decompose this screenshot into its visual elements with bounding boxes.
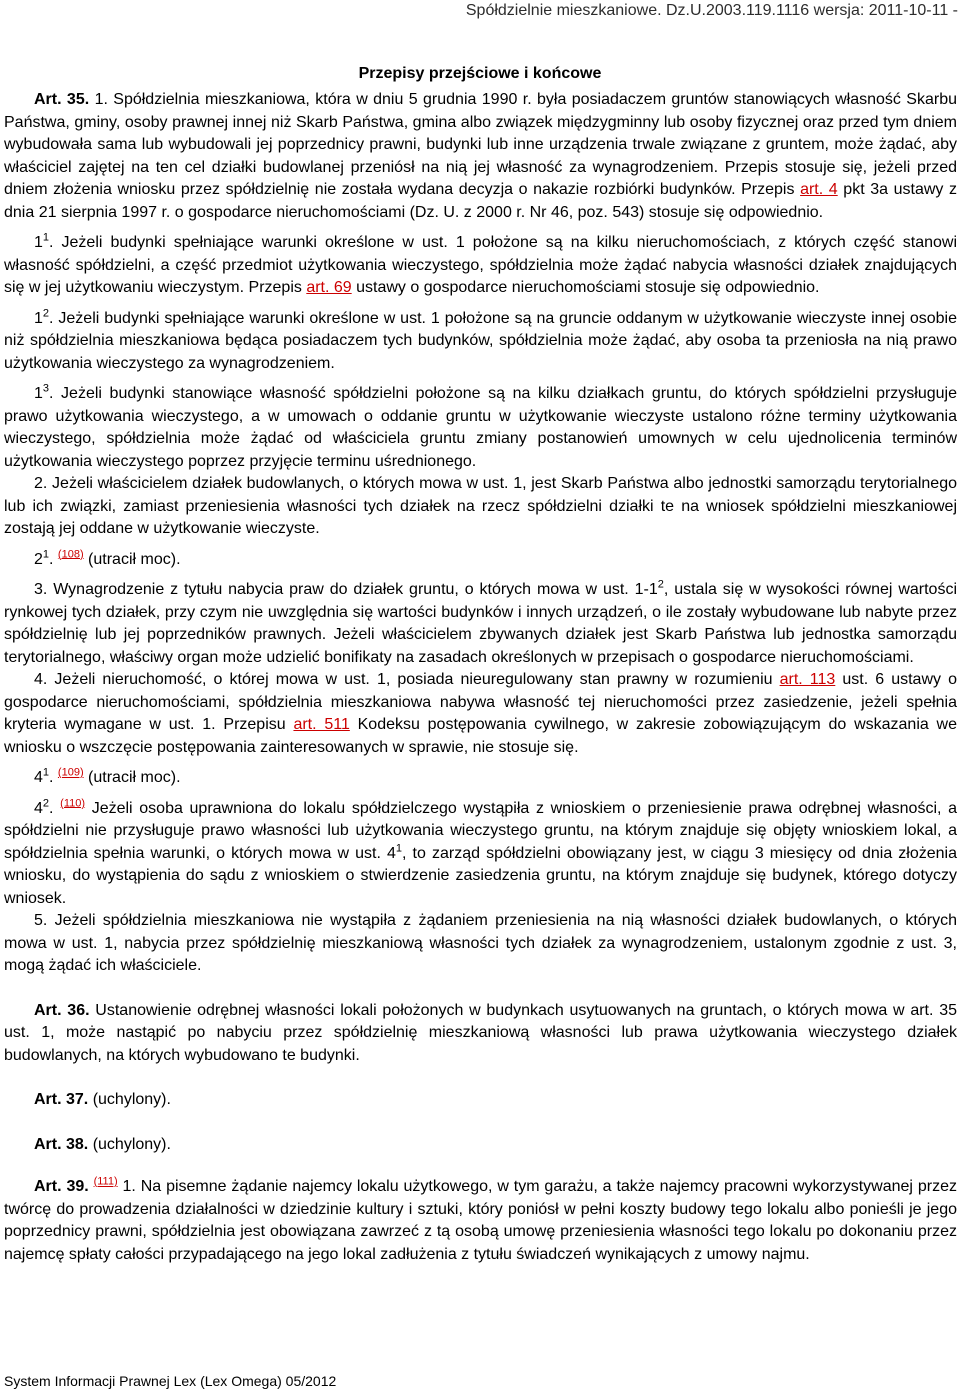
art35-paragraph-1-3: $1^3$. Jeżeli budynki stanowiące własność spółdzielni położone są na kilku działkach gruntu, do których spółdzielni przysługuje prawo użytkowania wieczystego, a w umowach o oddanie gruntu w użytkowanie wieczyste ustalono różne terminy użytkowania wieczystego, spółdzielnia może żądać od właściciela gruntu zmiany postanowień umownych w celu ujednolicenia terminów użytkowania wieczystego poprzez przyjęcie terminu uśrednionego. bbox=[4, 382, 957, 470]
art35-paragraph-2: 2. Jeżeli właścicielem działek budowlanych, o których mowa w ust. 1, jest Skarb Państwa albo jednostki samorządu terytorialnego lub ich związki, zamiast przeniesienia własności tych działek na rzecz spółdzielni działki te na wniosek spółdzielni mieszkaniowej zostają jej oddane w użytkowanie wieczyste. bbox=[4, 475, 957, 537]
article-label: Art. 35. bbox=[34, 91, 90, 108]
link-art-113[interactable]: art. 113 bbox=[779, 671, 836, 688]
art35-paragraph-4-2: $4^2$. $^{(110)}$ Jeżeli osoba uprawniona do lokalu spółdzielczego wystąpiła z wnioskiem o przeniesienie prawa odrębnej własności, a spółdzielni nie przysługuje prawo własności lub użytkowania wieczystego gruntu, na którym znajduje się objęty wnioskiem lokal, a spółdzielnia spełnia warunki, o których mowa w ust. $4^1$, to zarząd spółdzielni obowiązany jest, w ciągu 3 miesięcy od dnia złożenia wniosku, do wystąpienia do sądu z wnioskiem o stwierdzenie zasiedzenia gruntu, na którym znajduje się budynek, którego dotyczy wniosek. bbox=[4, 797, 958, 907]
footnote-link-109[interactable]: (109) bbox=[57, 766, 84, 779]
footnote-link-110[interactable]: (110) bbox=[60, 797, 86, 810]
art39-paragraph: Art. 39. $^{(111)}$ 1. Na pisemne żądanie najemcy lokalu użytkowego, w tym garażu, a także najemcy pracowni wykorzystywanej przez twórcę do prowadzenia działalności w dziedzinie kultury i sztuki, który poniósł w pełni koszty budowy tego lokalu albo ponieśli je jego poprzednicy prawni, spółdzielnia jest obowiązana zawrzeć z tą osobą umowę przeniesienia własności tego lokalu po dokonaniu przez najemcę spłaty całości przypadającego na jego lokal zadłużenia z tytułu świadczeń wynikających z umowy najmu. bbox=[4, 1175, 957, 1263]
art35-paragraph-1-2: $1^2$. Jeżeli budynki spełniające warunki określone w ust. 1 położone są na gruncie oddanym w użytkowanie wieczyste innej osobie niż spółdzielnia mieszkaniowa będąca posiadaczem tych budynków, spółdzielnia może żądać, aby osoba ta przeniosła na nią prawo użytkowania wieczystego za wynagrodzeniem. bbox=[4, 307, 957, 372]
art35-paragraph-4-1: $4^1$. $^{(109)}$ (utracił moc). bbox=[34, 766, 181, 786]
footnote-link-111[interactable]: (111) bbox=[93, 1175, 118, 1188]
art37-paragraph: Art. 37. (uchylony). bbox=[34, 1091, 171, 1108]
art35-paragraph-4: 4. Jeżeli nieruchomość, o której mowa w ust. 1, posiada nieuregulowany stan prawny w rozumieniu art. 113 ust. 6 ustawy o gospodarce nieruchomościami, spółdzielnia mieszkaniowa nabywa własność tej nieruchomości przez zasiedzenie, jeżeli spełnia kryteria wymagane w ust. 1. Przepisu art. 511 Kodeksu postępowania cywilnego, w zakresie zobowiązującym do wskazania we wniosku o wszczęcie postępowania zainteresowanych w sprawie, nie stosuje się. bbox=[4, 671, 958, 756]
art35-paragraph-3: 3. Wynagrodzenie z tytułu nabycia praw do działek gruntu, o których mowa w ust. $1-1^2$, ustala się w wysokości równej wartości rynkowej tych działek, przy czym nie uwzględnia się wartości budynków i innych urządzeń, o ile zostały wybudowane lub nabyte przez spółdzielnię lub jej poprzedników prawnych. Jeżeli właścicielem zbywanych działek jest Skarb Państwa lub jednostka samorządu terytorialnego, właściwy organ może udzielić bonifikaty na zasadach określonych w przepisach o gospodarce nieruchomościami. bbox=[4, 578, 957, 666]
article-label: Art. 36. bbox=[34, 1001, 90, 1019]
section-title: Przepisy przejściowe i końcowe bbox=[358, 65, 602, 82]
article-label: Art. 37. bbox=[34, 1091, 89, 1108]
link-art-511[interactable]: art. 511 bbox=[293, 716, 350, 733]
page-footer: System Informacji Prawnej Lex (Lex Omega) 05/2012 bbox=[4, 1373, 337, 1389]
art36-paragraph: Art. 36. Ustanowienie odrębnej własności lokali położonych w budynkach usytuowanych na gruntach, o których mowa w art. 35 ust. 1, może nastąpić po nabyciu przez spółdzielnię mieszkaniową własności lub prawa użytkowania wieczystego działek budowlanych, na których wybudowano te budynki. bbox=[4, 1001, 957, 1064]
article-label: Art. 39. bbox=[34, 1178, 89, 1195]
link-art-69[interactable]: art. 69 bbox=[306, 279, 352, 296]
footnote-link-108[interactable]: (108) bbox=[57, 548, 84, 561]
article-label: Art. 38. bbox=[34, 1135, 89, 1153]
art35-paragraph-2-1: $2^1$. $^{(108)}$ (utracił moc). bbox=[34, 548, 181, 568]
document-body bbox=[4, 89, 957, 1266]
art35-paragraph-1-1: $1^1$. Jeżeli budynki spełniające warunki określone w ust. 1 położone są na kilku nieruchomościach, z których część stanowi własność spółdzielni, a część przedmiot użytkowania wieczystego, spółdzielnia może żądać nabycia własności działek znajdujących się w jej użytkowaniu wieczystym. Przepis art. 69 ustawy o gospodarce nieruchomościami stosuje się odpowiednio. bbox=[4, 231, 957, 296]
link-art-4[interactable]: art. 4 bbox=[800, 181, 838, 198]
page-header: Spółdzielnie mieszkaniowe. Dz.U.2003.119.1116 wersja: 2011-10-11 - bbox=[465, 2, 958, 19]
art38-paragraph: Art. 38. (uchylony). bbox=[34, 1135, 171, 1153]
art35-paragraph-5: 5. Jeżeli spółdzielnia mieszkaniowa nie wystąpiła z żądaniem przeniesienia na nią własności działek budowlanych, o których mowa w ust. 1, nabycia przez spółdzielnię mieszkaniową własności tych działek za wynagrodzeniem, ustalonym zgodnie z ust. 3, mogą żądać ich właściciele. bbox=[4, 912, 957, 974]
art35-paragraph-1: Art. 35. 1. Spółdzielnia mieszkaniowa, która w dniu 5 grudnia 1990 r. była posiadaczem gruntów stanowiących własność Skarbu Państwa, gminy, osoby prawnej innej niż Skarb Państwa, gmina albo związek międzygminny lub osoby fizycznej oraz przed tym dniem wybudowała sama lub wybudowali jej poprzednicy prawni, budynki lub inne urządzenia trwale związane z gruntem, może żądać, aby właściciel zajętej na ten cel działki budowlanej przeniósł na nią jej własność za wynagrodzeniem. Przepis stosuje się, jeżeli przed dniem złożenia wniosku przez spółdzielnię nie została wydana decyzja o nakazie rozbiórki budynków. Przepis art. 4 pkt 3a ustawy z dnia 21 sierpnia 1997 r. o gospodarce nieruchomościami (Dz. U. z 2000 r. Nr 46, poz. 543) stosuje się odpowiednio. bbox=[4, 91, 958, 221]
